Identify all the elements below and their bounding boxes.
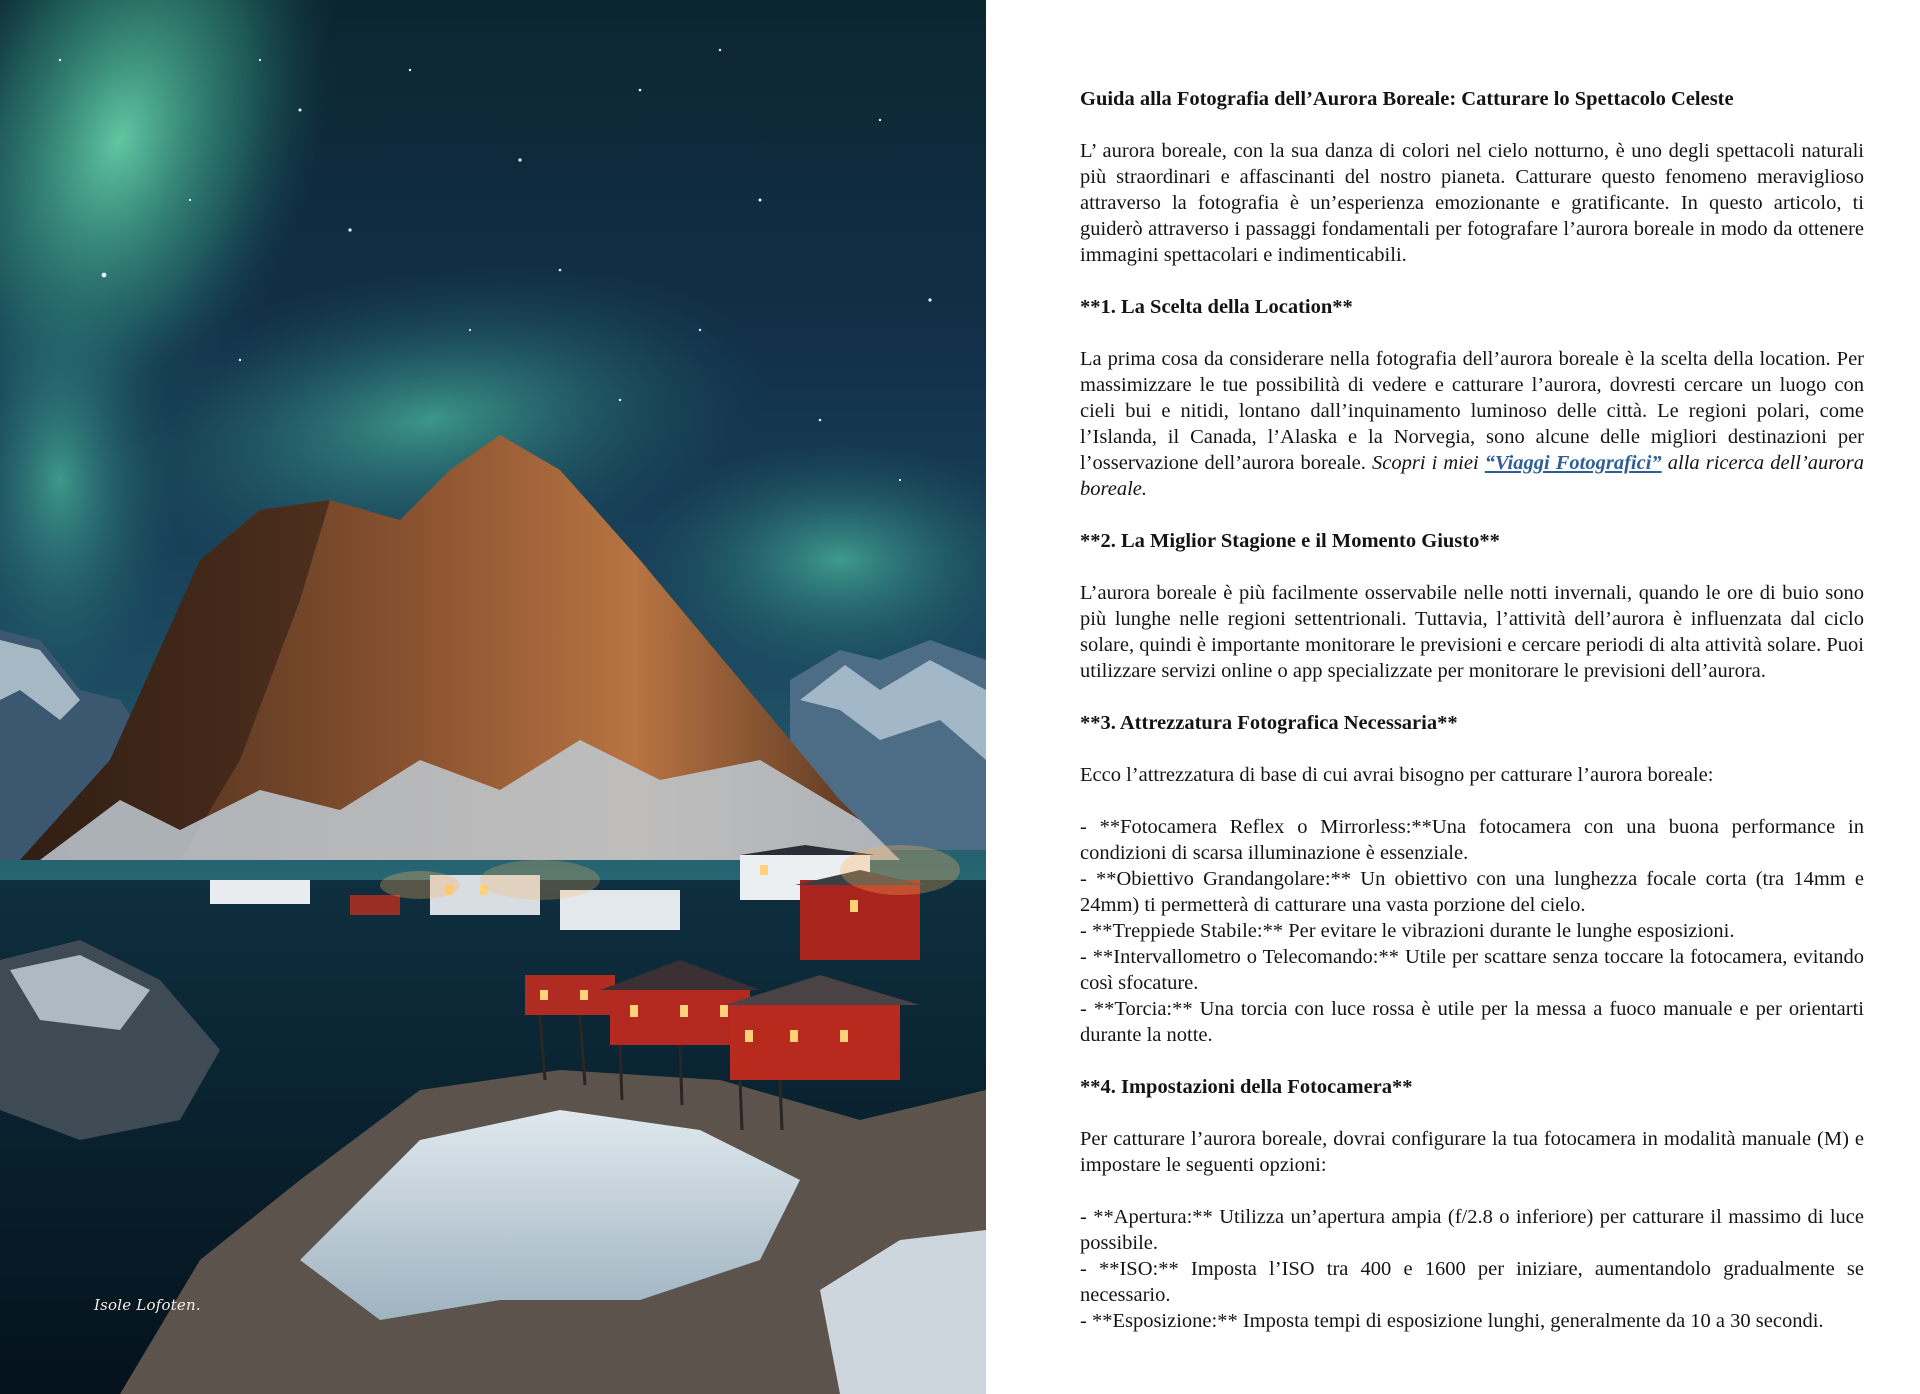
article-body xyxy=(1080,86,1864,1360)
section-1-link-prefix: Scopri i miei xyxy=(1372,452,1485,474)
section-1-body: La prima cosa da considerare nella fotografia dell’aurora boreale è la scelta della location. Per massimizzare le tue possibilità di vedere e catturare l’aurora, dovresti cercare un luogo con cieli bui e nitidi, lontano dall’inquinamento luminoso delle città. Le regioni polari, come l’Islanda, il Canada, l’Alaska e la Norvegia, sono alcune delle migliori destinazioni per l’osservazione dell’aurora boreale. xyxy=(1080,348,1864,474)
section-2-heading: **2. La Miglior Stagione e il Momento Giusto** xyxy=(1080,530,1500,552)
article-title: Guida alla Fotografia dell’Aurora Boreale: Catturare lo Spettacolo Celeste xyxy=(1080,88,1734,110)
list-item: - **Torcia:** Una torcia con luce rossa è utile per la messa a fuoco manuale e per orientarti durante la notte. xyxy=(1080,998,1864,1046)
viaggi-fotografici-link[interactable]: “Viaggi Fotografici” xyxy=(1484,452,1662,474)
section-3-heading: **3. Attrezzatura Fotografica Necessaria** xyxy=(1080,712,1458,734)
settings-list xyxy=(1080,1204,1864,1334)
section-4-heading: **4. Impostazioni della Fotocamera** xyxy=(1080,1076,1413,1098)
section-3-paragraph: Ecco l’attrezzatura di base di cui avrai bisogno per catturare l’aurora boreale: xyxy=(1080,764,1714,786)
section-1-link-suffix: alla ricerca dell’aurora boreale. xyxy=(1080,452,1865,500)
section-1-paragraph xyxy=(1080,346,1864,502)
equipment-list xyxy=(1080,814,1864,1048)
list-item: - **Obiettivo Grandangolare:** Un obiettivo con una lunghezza focale corta (tra 14mm e 24mm) ti permetterà di catturare una vasta porzione del cielo. xyxy=(1080,868,1864,916)
list-item: - **ISO:** Imposta l’ISO tra 400 e 1600 per iniziare, aumentandolo gradualmente se necessario. xyxy=(1080,1258,1864,1306)
list-item: - **Fotocamera Reflex o Mirrorless:**Una fotocamera con una buona performance in condizioni di scarsa illuminazione è essenziale. xyxy=(1080,816,1864,864)
section-4-paragraph: Per catturare l’aurora boreale, dovrai configurare la tua fotocamera in modalità manuale (M) e impostare le seguenti opzioni: xyxy=(1080,1128,1864,1176)
list-item: - **Intervallometro o Telecomando:** Utile per scattare senza toccare la fotocamera, evitando così sfocature. xyxy=(1080,946,1864,994)
article-page xyxy=(986,0,1920,1394)
photo-caption: Isole Lofoten. xyxy=(94,1296,201,1314)
list-item: - **Esposizione:** Imposta tempi di esposizione lunghi, generalmente da 10 a 30 secondi. xyxy=(1080,1310,1824,1332)
intro-paragraph: L’ aurora boreale, con la sua danza di colori nel cielo notturno, è uno degli spettacoli naturali più straordinari e affascinanti del nostro pianeta. Catturare questo fenomeno meraviglioso attraverso la fotografia è un’esperienza emozionante e gratificante. In questo articolo, ti guiderò attraverso i passaggi fondamentali per fotografare l’aurora boreale in modo da ottenere immagini spettacolari e indimenticabili. xyxy=(1080,140,1864,266)
list-item: - **Treppiede Stabile:** Per evitare le vibrazioni durante le lunghe esposizioni. xyxy=(1080,920,1735,942)
list-item: - **Apertura:** Utilizza un’apertura ampia (f/2.8 o inferiore) per catturare il massimo di luce possibile. xyxy=(1080,1206,1864,1254)
section-1-heading: **1. La Scelta della Location** xyxy=(1080,296,1353,318)
section-2-paragraph: L’aurora boreale è più facilmente osservabile nelle notti invernali, quando le ore di buio sono più lunghe nelle regioni settentrionali. Tuttavia, l’attività dell’aurora è influenzata dal ciclo solare, quindi è importante monitorare le previsioni e cercare periodi di alta attività solare. Puoi utilizzare servizi online o app specializzate per monitorare le previsioni dell’aurora. xyxy=(1080,582,1864,682)
